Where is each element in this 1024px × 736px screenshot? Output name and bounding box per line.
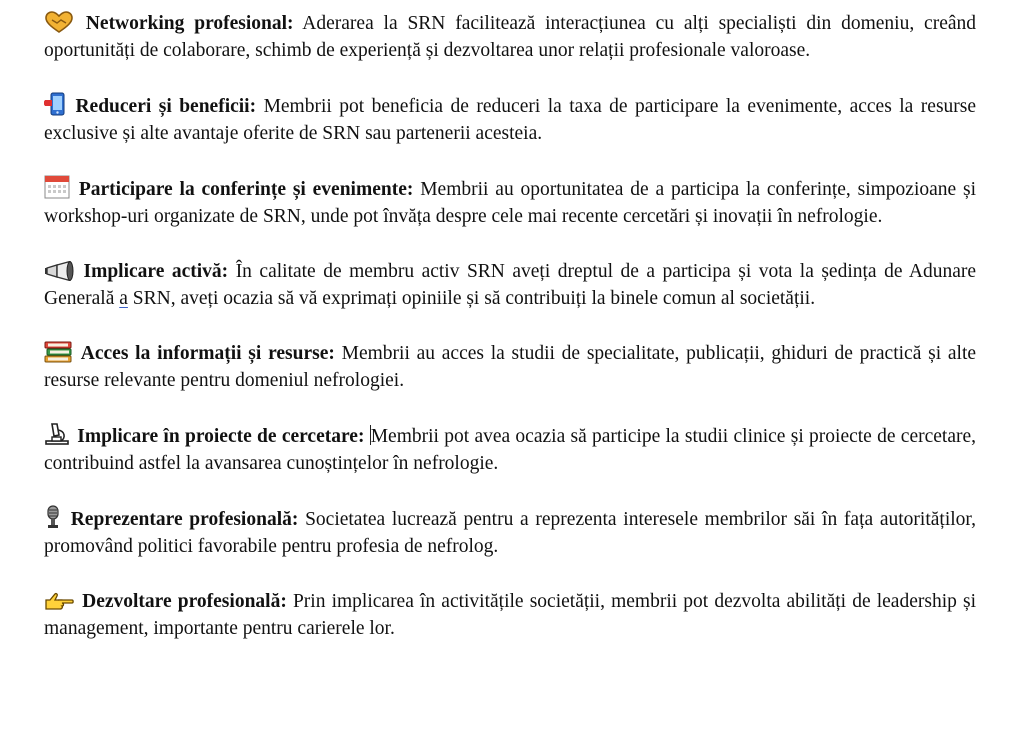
megaphone-icon	[44, 261, 74, 281]
item-title: Dezvoltare profesională:	[82, 591, 287, 612]
item-title: Acces la informații și resurse:	[80, 343, 335, 364]
item-title: Reprezentare profesională:	[70, 509, 299, 530]
item-text-before: În calitate de membru activ SRN aveți dreptul de a participa și vota la ședința de Adunare Generală	[44, 261, 977, 309]
item-text: Aderarea la SRN facilitează interacțiunea cu alți specialiști din domeniu, creând oportunități de colaborare, schimb de experiență și dezvoltarea unor relații profesionale valoroase.	[44, 13, 976, 61]
item-title: Networking profesional:	[85, 13, 294, 34]
microscope-icon	[44, 422, 70, 446]
item-title: Reduceri și beneficii:	[75, 96, 257, 117]
item-text-after: SRN, aveți ocazia să vă exprimați opiniile și să contribuiți la binele comun al societății.	[132, 288, 816, 309]
calendar-icon	[44, 175, 70, 199]
mobile-phone-icon	[44, 92, 66, 116]
item-text: Membrii pot avea ocazia să participe la studii clinice și proiecte de cercetare, contribuind astfel la avansarea cunoștințelor în nefrologie.	[44, 426, 976, 474]
item-text: Membrii pot beneficia de reduceri la taxa de participare la evenimente, acces la resurse exclusive și alte avantaje oferite de SRN sau partenerii acesteia.	[44, 96, 977, 144]
item-text: Societatea lucrează pentru a reprezenta interesele membrilor săi în fața autorităților, promovând politici favorabile pentru profesia de nefrolog.	[44, 509, 976, 557]
microphone-icon	[44, 505, 62, 529]
paragraph-implicare-activa[interactable]	[44, 258, 976, 312]
item-title: Implicare activă:	[83, 261, 229, 282]
books-icon	[44, 341, 72, 363]
paragraph-acces-informatii[interactable]	[44, 340, 976, 394]
item-text: Membrii au oportunitatea de a participa la conferințe, simpozioane și workshop-uri organizate de SRN, unde pot învăța despre cele mai recente cercetări și inovații în nefrologie.	[44, 179, 977, 227]
handshake-heart-icon	[44, 11, 74, 33]
item-title: Implicare în proiecte de cercetare:	[77, 426, 365, 447]
paragraph-reprezentare[interactable]	[44, 505, 976, 560]
item-text: Membrii au acces la studii de specialitate, publicații, ghiduri de practică și alte resurse relevante pentru domeniul nefrologiei.	[44, 343, 977, 391]
item-text: Prin implicarea în activitățile societății, membrii pot dezvolta abilități de leadership și management, importante pentru carierele lor.	[44, 591, 976, 639]
paragraph-dezvoltare[interactable]	[44, 588, 976, 642]
paragraph-cercetare[interactable]	[44, 422, 976, 477]
paragraph-conferinte[interactable]	[44, 175, 976, 230]
paragraph-reduceri[interactable]	[44, 92, 976, 147]
pointing-hand-icon	[44, 591, 74, 611]
underlined-word: a	[119, 288, 128, 309]
paragraph-networking[interactable]	[44, 10, 976, 64]
item-title: Participare la conferințe și evenimente:	[78, 179, 414, 200]
document-body	[44, 10, 976, 670]
